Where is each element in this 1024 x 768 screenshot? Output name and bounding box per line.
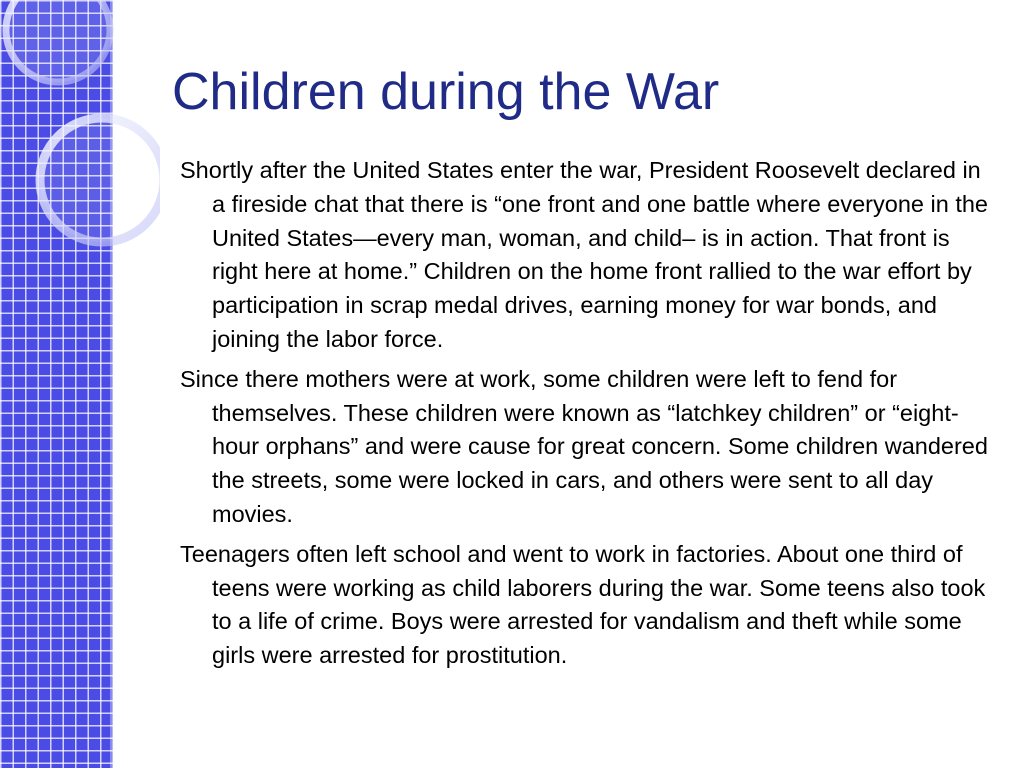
decorative-ring-bottom — [40, 118, 160, 242]
paragraph-roosevelt: Shortly after the United States enter the war, President Roosevelt declared in a fireside chat that there is “one front and one battle where everyone in the United States—every man, woman, and child– is in action. That front is right here at home.” Children on the home front rallied to the war effort by participation in scrap medal drives, earning money for war bonds, and joining the labor force. — [180, 157, 988, 352]
decorative-ring-top — [6, 0, 110, 82]
slide-body — [180, 154, 1000, 679]
paragraph-teenagers: Teenagers often left school and went to work in factories. About one third of teens were working as child laborers during the war. Some teens also took to a life of crime. Boys were arrested for vandalism and theft while some girls were arrested for prostitution. — [180, 540, 986, 669]
slide-title: Children during the War — [172, 63, 720, 121]
paragraph-latchkey: Since there mothers were at work, some children were left to fend for themselves. These children were known as “latchkey children” or “eight- hour orphans” and were cause for great concern. Some children wandered the streets, some were locked in cars, and others were sent to all day movies. — [180, 365, 988, 527]
decorative-rings — [0, 0, 160, 260]
